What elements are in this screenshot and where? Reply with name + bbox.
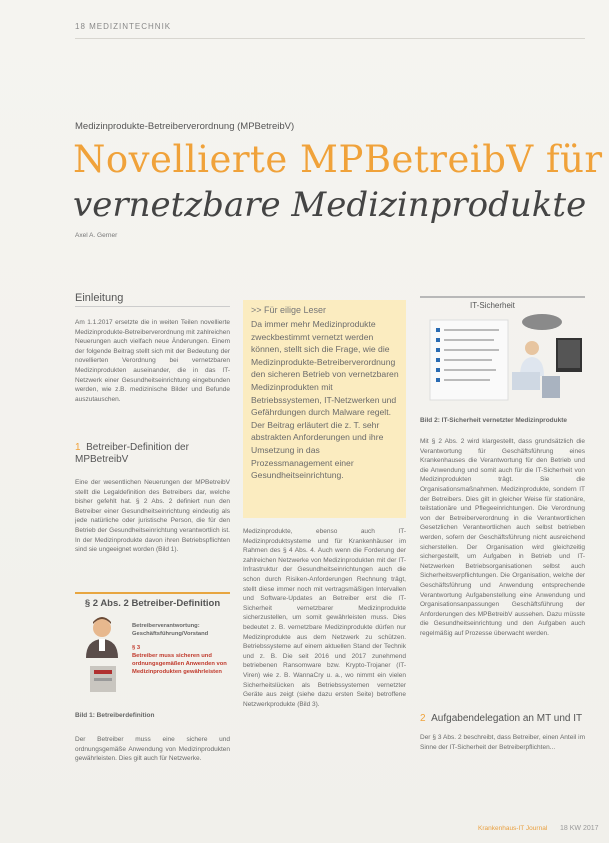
section1-heading (75, 442, 230, 466)
header-rule (75, 38, 585, 39)
figure1-bullet1: Betreiberverantwortung: Geschäftsführung/Vorstand (132, 623, 209, 637)
col3-text: Mit § 2 Abs. 2 wird klargestellt, dass grundsätzlich die Verantwortung für Geschäftsführung eines Krankenhauses die Verantwortung für den Betrieb und die Anwendung und somit auch für die IT-Sicherheit von Medizinprodukten trägt. Sie die Organisationsmaßnahmen. Medizinprodukte, sondern IT der Betreibers. Dies gilt in gleicher Weise für stationäre, teilstationäre und Pflegeeinrichtungen. Die Verordnung von der Betreiberverordnung in die Verantwortlichen Gesetzlichen Verantwortlichen auch selbst betrieben werden, sofern der Geschäftsführung nicht ausreichend sicherstellen. Der Organisation wird gleichzeitig sichergestellt, um Aufgaben in Betrieb und IT-Netzwerken Betriebsorganisationen selbst auch Sicherheitsverpflichtungen. Die Organisation, welche der Geschäftsführung und Anwendung entsprechende Verantwortung Aufgabenstellung eine Anwendung und Organisationsanpassungen Geschäftsführung der Anforderungen des MPBetreibV aussehen. Dazu müsste die Gesundheitseinrichtung und den Aufgaben auch regelmäßig auf Prozesse überwacht werden. (420, 438, 585, 637)
article-title-line2: vernetzbare Medizinprodukte (73, 185, 587, 225)
article-author: Axel A. Gerner (75, 232, 118, 239)
col2-text: Medizinprodukte, ebenso auch IT-Medizinproduktsysteme und für Krankenhäuser im Rahmen des § 4 Abs. 4. Auch wenn die Forderung der zahlreichen Netzwerke von Medizinprodukten mit der IT-Infrastruktur der Gesundheitseinrichtungen auch die schon durch Risiken-Anforderungen Rechnung trägt, stellt diese immer noch mit vertragsmäßigen Intervallen und Software-Updates an Betreiber erst die IT-Sicherheit vernetzbarer Medizinprodukte sicherzustellen, um somit gewährleisten muss. Dies bedeutet z. B. vernetzbare Medizinprodukte dürfen nur Medizinprodukte aus dem Netzwerk zu schützen. Betriebssysteme auf einem aktuellen Stand der Technik und z. B. Die seit 2016 und 2017 zunehmend betriebenen Ransomware bzw. Krypto-Trojaner (IT-Viren) wie z. B. WannaCry u. a., wo nimmt ein vielen Sicherheitslücken als Betriebssystemen vernetzter Geräte aus zeigt (siehe dazu ersten Seite) betroffene Netzwerkprodukte (Bild 3). (243, 528, 406, 708)
section1-text: Eine der wesentlichen Neuerungen der MPBetreibV stellt die Legaldefinition des Betreibers dar, welche bisher gefehlt hat. § 2 Abs. 2 definiert nun den Betreiber einer Gesundheitseinrichtung eindeutig als jede natürliche oder juristische Person, die für den Betrieb der Gesundheitseinrichtung verantwortlich ist. In der Medizinprodukte davon ihren Betriebspflichten sind sie ungeeignet worden (Bild 1). (75, 479, 230, 554)
callout-body: Da immer mehr Medizinprodukte zweckbestimmt vernetzt werden können, stellt sich die Frage, wie die Medizinprodukte-Betreiberverordnung den sicheren Betrieb von vernetzbaren Medizinprodukten mit Betriebssystemen, IT-Netzwerken und Gefährdungen durch Malware regelt. Der Beitrag erläutert die z. T. sehr abstrakten Anforderungen und ihre Umsetzung in das Prozessmanagement einer Gesundheitseinrichtung. (251, 319, 399, 481)
figure1-title: § 2 Abs. 2 Betreiber-Definition (84, 598, 221, 609)
col1-bottom-text: Der Betreiber muss eine sichere und ordnungsgemäße Anwendung von Medizinprodukten gewährleisten. Dies gilt auch für Netzwerke. (75, 736, 230, 763)
figure1-bullets (132, 622, 230, 676)
it-security-illustration (424, 312, 584, 408)
article-title-line1: Novellierte MPBetreibV für (73, 138, 603, 181)
figure2-caption: Bild 2: IT-Sicherheit vernetzter Medizinprodukte (420, 417, 567, 424)
article-kicker: Medizinprodukte-Betreiberverordnung (MPBetreibV) (75, 121, 295, 132)
intro-text: Am 1.1.2017 ersetzte die in weiten Teilen novellierte Medizinprodukte-Betreiberverordnung mit zahlreichen Neuerungen auch vielfach neue Änderungen. Einem der folgende Beitrag stellt sich mit der Bedeutung der novellierten Verordnung bei vernetzbaren Medizinprodukten auseinander, die in das IT-Netzwerk einer Gesundheitseinrichtung eingebunden werden, wie z.B. medizinische Bilder und Befunde auszutauschen. (75, 319, 230, 403)
intro-heading: Einleitung (75, 292, 124, 304)
figure1-bullet2: § 3 (132, 645, 141, 651)
figure1-caption: Bild 1: Betreiberdefinition (75, 712, 155, 719)
section1-number: 1 (75, 442, 81, 453)
footer-page-number: 18 KW 2017 (560, 825, 599, 832)
running-header: 18 MEDIZINTECHNIK (75, 22, 172, 31)
intro-rule (75, 306, 230, 307)
figure1-bullet3: Betreiber muss sicheren und ordnungsgemäßen Anwenden von Medizinprodukten gewährleisten (132, 653, 227, 675)
footer-magazine: Krankenhaus-IT Journal (478, 825, 548, 832)
callout-title: >> Für eilige Leser (251, 305, 327, 315)
person-illustration (80, 614, 128, 696)
section2-heading-text: Aufgabendelegation an MT und IT (431, 713, 583, 724)
section2-text: Der § 3 Abs. 2 beschreibt, dass Betreiber, einen Anteil im Sinne der IT-Sicherheit der Betreiberpflichten... (420, 734, 585, 751)
section1-heading-text: Betreiber-Definition der MPBetreibV (75, 442, 189, 465)
figure2-title: IT-Sicherheit (470, 301, 515, 310)
section2-heading (420, 713, 585, 725)
section2-number: 2 (420, 713, 426, 724)
